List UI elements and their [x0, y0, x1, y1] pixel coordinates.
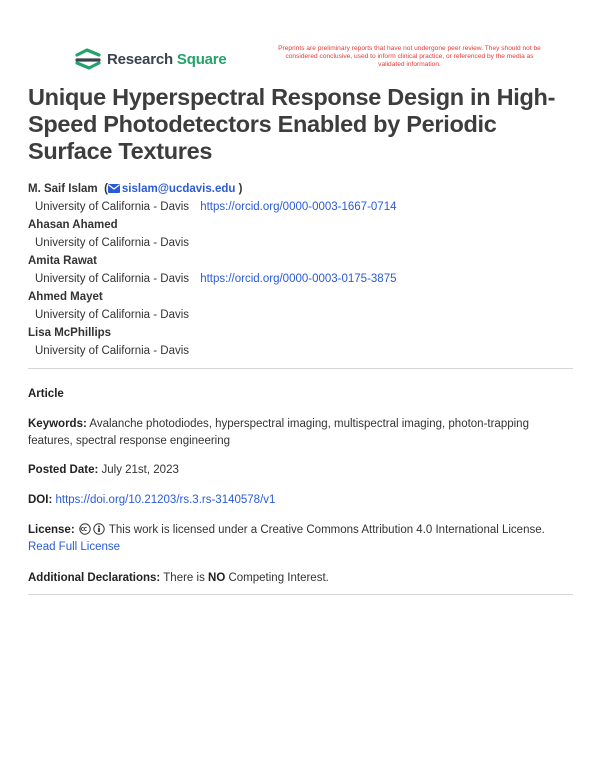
author-affiliation: University of California - Davis: [35, 309, 190, 321]
divider: [28, 368, 573, 369]
research-square-logo-icon: [75, 48, 101, 70]
divider: [28, 594, 573, 595]
author-entry: [28, 288, 573, 324]
author-affiliation: University of California - Davis: [35, 201, 190, 213]
creative-commons-icon: [79, 523, 91, 535]
logo-word-square: Square: [176, 50, 227, 68]
article-type: Article: [28, 388, 64, 400]
logo-word-research: Research: [107, 50, 173, 68]
posted-date-value: July 21st, 2023: [101, 464, 179, 476]
posted-date: [28, 462, 558, 479]
author-affiliation: University of California - Davis: [35, 273, 190, 285]
author-entry: M. Saif Islam ( sislam@ucdavis.edu ) University of California - Davis https://orcid.org/0000-0003-1667-0714: [28, 183, 397, 213]
author-name: Ahmed Mayet: [28, 291, 103, 303]
logo-wordmark: [107, 51, 227, 68]
author-name: Ahasan Ahamed: [28, 219, 118, 231]
author-entry: [28, 252, 573, 288]
license-label: License:: [28, 524, 75, 536]
author-name: M. Saif Islam: [28, 183, 98, 195]
author-name: Amita Rawat: [28, 255, 98, 267]
license-text: This work is licensed under a Creative Commons Attribution 4.0 International License.: [108, 524, 545, 536]
doi: [28, 492, 558, 509]
research-square-logo[interactable]: [75, 48, 227, 70]
author-name: Lisa McPhillips: [28, 327, 112, 339]
author-affiliation: University of California - Davis: [35, 345, 190, 357]
posted-date-label: Posted Date:: [28, 464, 99, 476]
license: [28, 522, 558, 556]
author-list: [28, 180, 573, 360]
keywords-value: Avalanche photodiodes, hyperspectral imaging, multispectral imaging, photon-trapping features, spectral response engineering: [28, 418, 529, 447]
read-full-license-link[interactable]: Read Full License: [28, 541, 121, 553]
orcid-link[interactable]: https://orcid.org/0000-0003-0175-3875: [200, 273, 397, 285]
author-entry: [28, 324, 573, 360]
author-entry: [28, 216, 573, 252]
doi-link[interactable]: https://doi.org/10.21203/rs.3.rs-3140578/v1: [55, 494, 276, 506]
additional-declarations: Additional Declarations: There is NO Competing Interest.: [28, 572, 329, 584]
author-affiliation: University of California - Davis: [35, 237, 190, 249]
preprint-disclaimer: Preprints are preliminary reports that have not undergone peer review. They should not be considered conclusive, used to inform clinical practice, or referenced by the media as validated information.: [278, 45, 541, 68]
declarations-label: Additional Declarations:: [28, 572, 161, 584]
keywords: [28, 416, 558, 450]
paper-title: Unique Hyperspectral Response Design in High-Speed Photodetectors Enabled by Periodic Surface Textures: [28, 84, 556, 164]
keywords-label: Keywords:: [28, 418, 87, 430]
author-email-link[interactable]: sislam@ucdavis.edu: [121, 183, 236, 195]
page-header: [75, 45, 575, 77]
attribution-icon: [93, 523, 105, 535]
doi-label: DOI:: [28, 494, 53, 506]
orcid-link[interactable]: https://orcid.org/0000-0003-1667-0714: [200, 201, 397, 213]
envelope-icon: [108, 184, 120, 193]
